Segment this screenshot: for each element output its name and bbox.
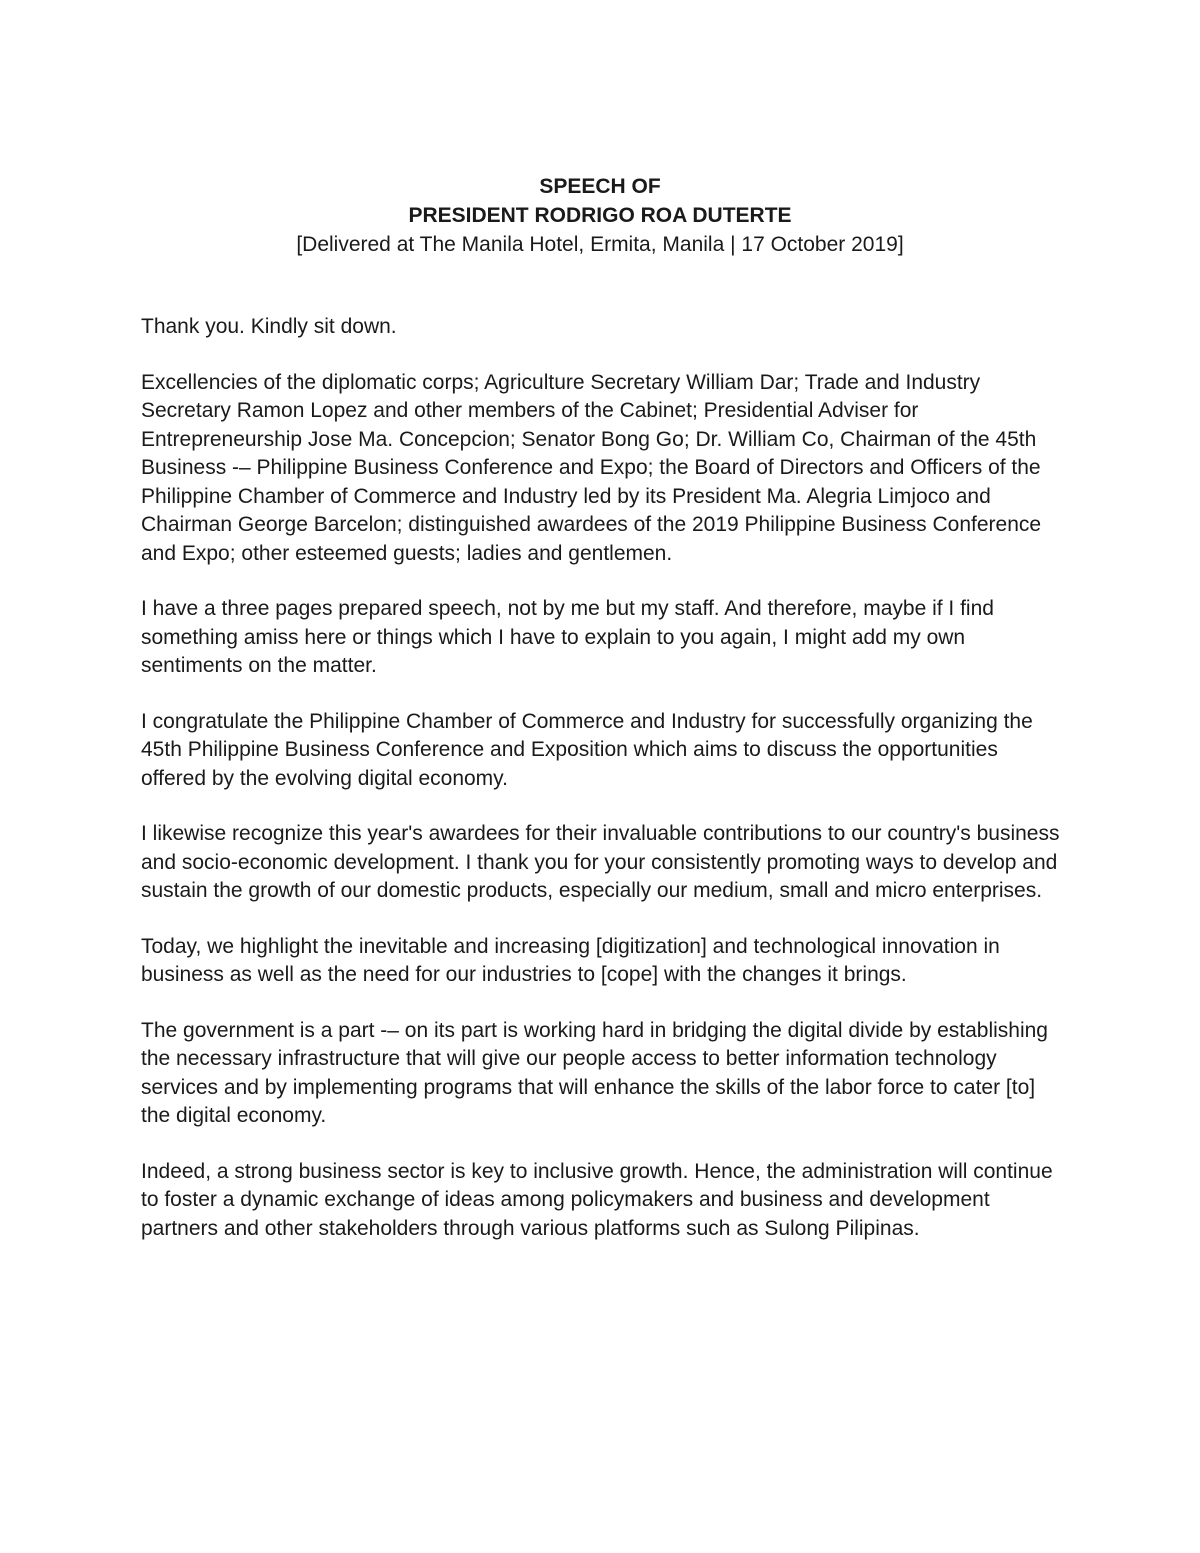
speaker-name: PRESIDENT RODRIGO ROA DUTERTE — [408, 204, 792, 227]
paragraph-congratulations: I congratulate the Philippine Chamber of Commerce and Industry for successfully organizing the 45th Philippine Business Conference and Exposition which aims to discuss the opportunities offered by the evolving digital economy. — [141, 709, 1033, 790]
paragraph-awardees: I likewise recognize this year's awardees for their invaluable contributions to our country's business and socio-economic development. I thank you for your consistently promoting ways to develop and sustain the growth of our domestic products, especially our medium, small and micro enterprises. — [141, 822, 1060, 902]
dateline: [Delivered at The Manila Hotel, Ermita, Manila | 17 October 2019] — [296, 233, 904, 256]
speech-body — [141, 313, 1061, 1270]
paragraph-digitization: Today, we highlight the inevitable and increasing [digitization] and technological innovation in business as well as the need for our industries to [cope] with the changes it brings. — [141, 934, 1000, 986]
paragraph-acknowledgements: Excellencies of the diplomatic corps; Agriculture Secretary William Dar; Trade and Industry Secretary Ramon Lopez and other members of the Cabinet; Presidential Adviser for Entrepreneurship Jose Ma. Concepcion; Senator Bong Go; Dr. William Co, Chairman of the 45th Business -– Philippine Business Conference and Expo; the Board of Directors and Officers of the Philippine Chamber of Commerce and Industry led by its President Ma. Alegria Limjoco and Chairman George Barcelon; distinguished awardees of the 2019 Philippine Business Conference and Expo; other esteemed guests; ladies and gentlemen. — [141, 370, 1042, 565]
paragraph-business-sector: Indeed, a strong business sector is key to inclusive growth. Hence, the administration will continue to foster a dynamic exchange of ideas among policymakers and business and development partners and other stakeholders through various platforms such as Sulong Pilipinas. — [141, 1159, 1053, 1240]
speech-title: SPEECH OF — [539, 175, 661, 198]
paragraph-opening: Thank you. Kindly sit down. — [141, 315, 397, 338]
paragraph-prepared-speech: I have a three pages prepared speech, not by me but my staff. And therefore, maybe if I find something amiss here or things which I have to explain to you again, I might add my own sentiments on the matter. — [141, 597, 994, 677]
speech-header — [270, 172, 930, 259]
paragraph-government: The government is a part -– on its part is working hard in bridging the digital divide by establishing the necessary infrastructure that will give our people access to better information technology services and by implementing programs that will enhance the skills of the labor force to cater [to] the digital economy. — [141, 1018, 1048, 1127]
